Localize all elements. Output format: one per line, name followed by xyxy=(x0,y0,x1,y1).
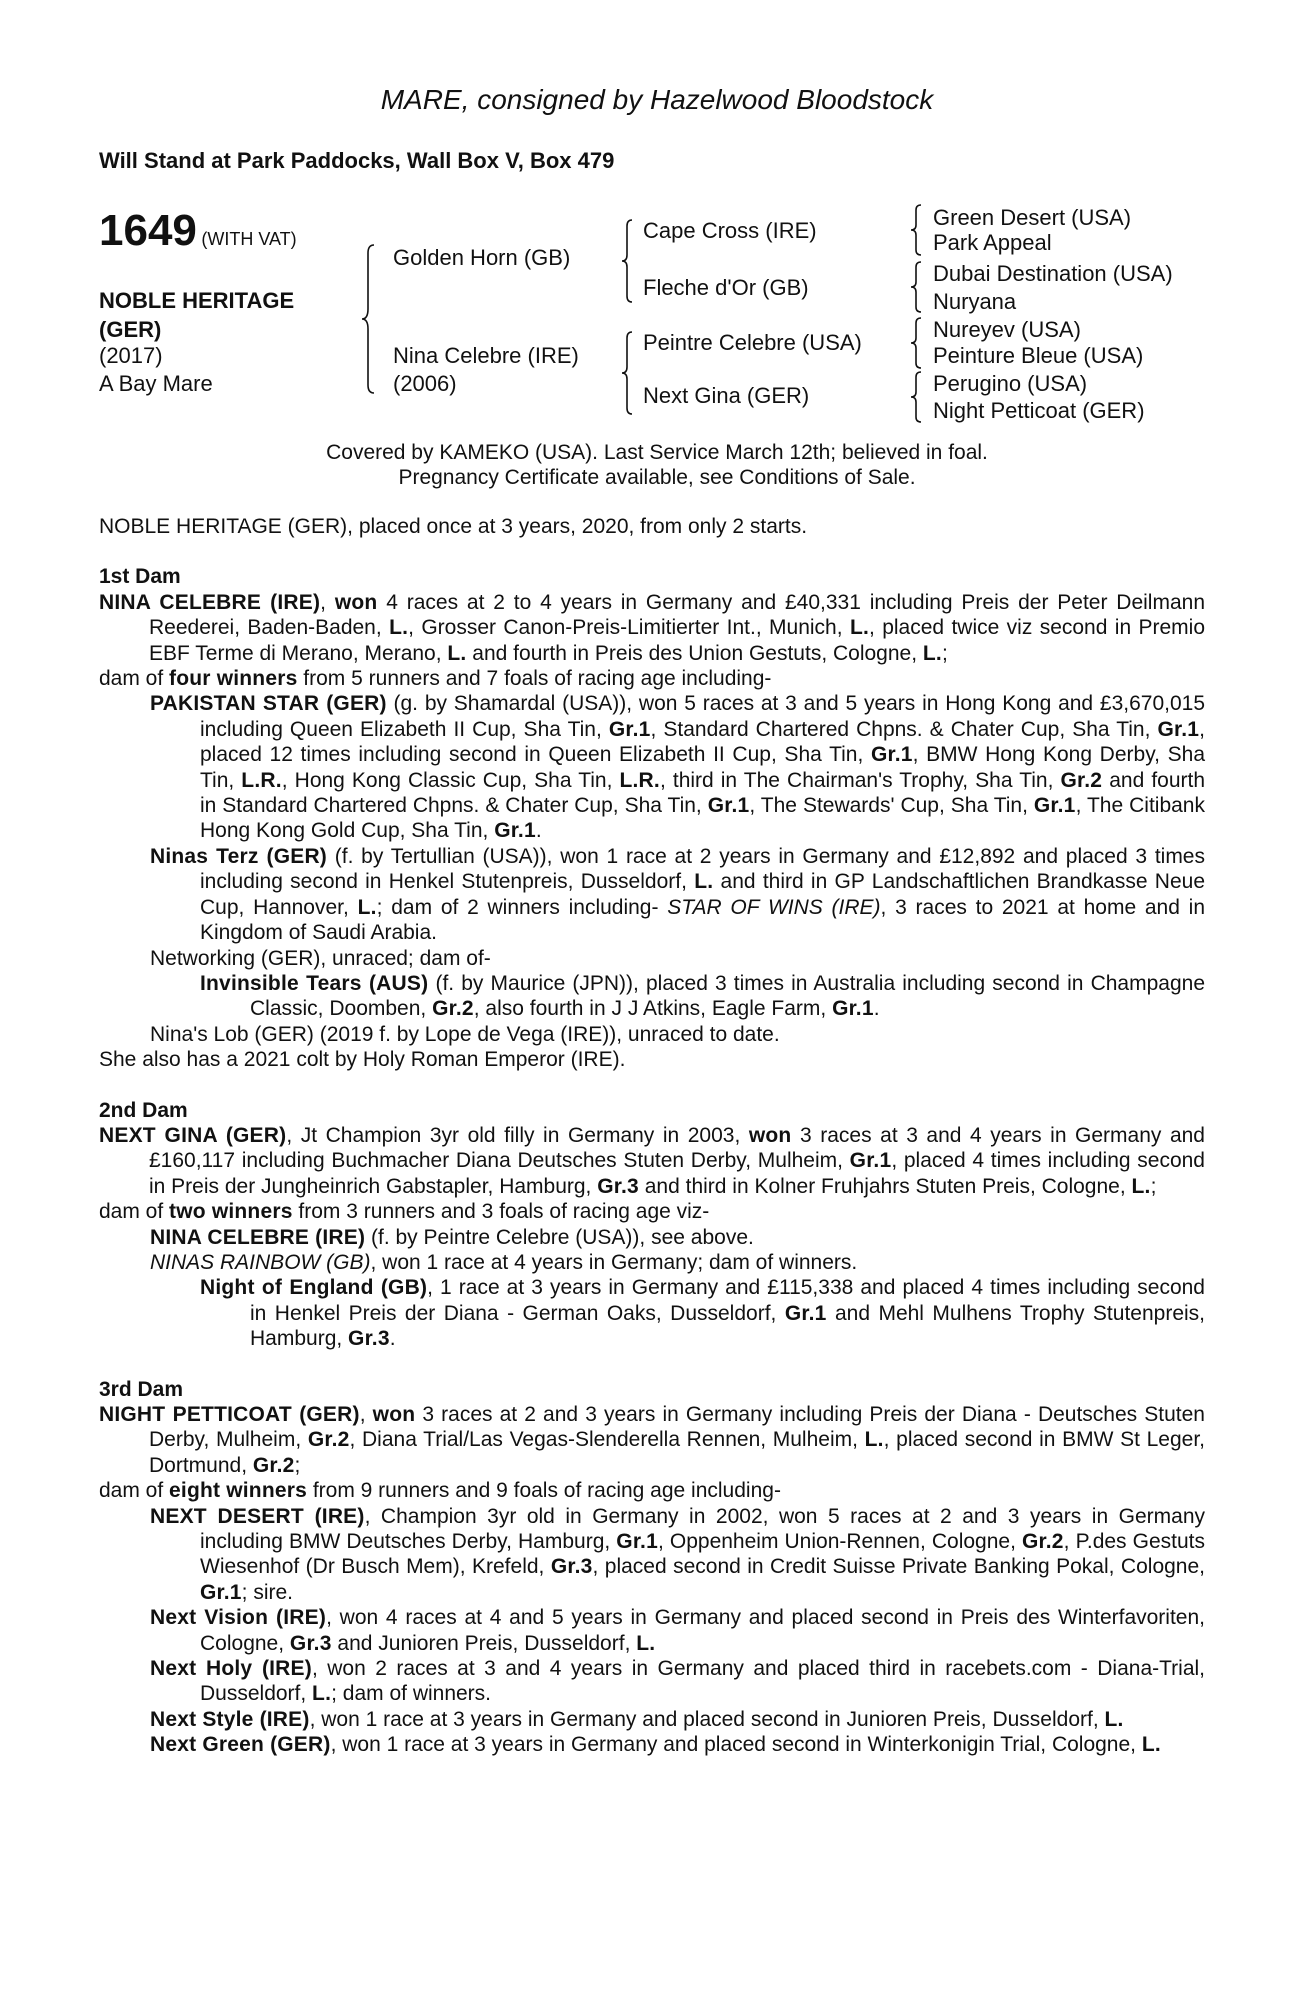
text: , Champion 3yr old in Germany in 2002, won 5 races at 2 and 3 years in Germany including BMW Deutsches Derby, Hamburg, xyxy=(200,1504,1206,1554)
text: , won 2 races at 3 and 4 years in Germany and placed third in racebets.com - Diana-Trial, Dusseldorf, xyxy=(200,1657,1205,1706)
text: (g. by Shamardal (USA)), won 5 races at 3 and 5 years in Hong Kong and £3,670,015 including Queen Elizabeth II Cup, Sha Tin, xyxy=(200,692,1206,741)
pedigree-paragraph xyxy=(150,691,1205,843)
pedigree-paragraph xyxy=(150,844,1205,946)
text: , won 1 race at 3 years in Germany and placed second in Winterkonigin Trial, Cologne, xyxy=(330,1733,1142,1757)
bold-text: NINA CELEBRE (IRE) xyxy=(150,1225,366,1249)
text: . xyxy=(873,997,880,1021)
pedigree-brace xyxy=(910,203,924,257)
pedigree-paragraph xyxy=(150,1605,1205,1656)
pedigree-brace xyxy=(910,316,924,370)
bold-text: L. xyxy=(1141,1733,1161,1757)
pedigree-paragraph xyxy=(150,1250,1205,1275)
pregnancy-line: Pregnancy Certificate available, see Conditions of Sale. xyxy=(398,466,916,489)
bold-text: Gr.3 xyxy=(550,1555,593,1579)
dam-sire: Peintre Celebre (USA) xyxy=(643,330,862,355)
bold-text: Gr.1 xyxy=(616,1530,658,1554)
bold-text: won xyxy=(748,1123,792,1147)
text: (f. by Peintre Celebre (USA)), see above. xyxy=(365,1225,754,1249)
text: , xyxy=(320,590,335,614)
sire-sire: Cape Cross (IRE) xyxy=(643,218,817,243)
text: , BMW Hong Kong Derby, Sha Tin, xyxy=(200,743,1206,792)
text: (f. by Tertullian (USA)), won 1 race at 2 years in Germany and £12,892 and placed 3 times including second in Henkel Stutenpreis, Dusseldorf, xyxy=(200,844,1205,894)
covering-line: Covered by KAMEKO (USA). Last Service March 12th; believed in foal. xyxy=(326,441,988,464)
pedigree-brace xyxy=(360,243,380,395)
dam-year: (2006) xyxy=(393,371,457,396)
text: , won 1 race at 4 years in Germany; dam of winners. xyxy=(370,1250,858,1274)
pedigree-paragraph xyxy=(99,1199,1205,1224)
horse-description: A Bay Mare xyxy=(99,371,213,396)
bold-text: Gr.2 xyxy=(1060,768,1103,792)
text: , placed 4 times including second in Preis der Jungheinrich Gabstapler, Hamburg, xyxy=(149,1149,1205,1198)
pedigree-paragraph xyxy=(200,1275,1205,1351)
text: , placed second in Credit Suisse Private Banking Pokal, Cologne, xyxy=(592,1555,1205,1579)
text: She also has a 2021 colt by Holy Roman Emperor (IRE). xyxy=(99,1048,626,1072)
gen3-ancestor: Dubai Destination (USA) xyxy=(933,261,1173,286)
text: from 9 runners and 9 foals of racing age including- xyxy=(307,1479,781,1503)
bold-text: Gr.1 xyxy=(707,794,750,818)
lot-number xyxy=(99,206,297,256)
text: , xyxy=(359,1403,373,1426)
text: , placed twice viz second in Premio EBF Terme di Merano, Merano, xyxy=(149,616,1206,665)
italic-text: NINAS RAINBOW (GB) xyxy=(150,1250,371,1274)
bold-text: Gr.1 xyxy=(1033,794,1076,818)
bold-text: Gr.1 xyxy=(608,717,651,741)
bold-text: NIGHT PETTICOAT (GER) xyxy=(99,1403,360,1426)
bold-text: Gr.3 xyxy=(597,1174,639,1198)
bold-text: Gr.1 xyxy=(849,1149,892,1173)
pedigree-paragraph xyxy=(150,1504,1205,1606)
text: , 1 race at 3 years in Germany and £115,338 and placed 4 times including second in Henkel Preis der Diana - German Oaks, Dusseldorf, xyxy=(250,1276,1205,1325)
bold-text: L. xyxy=(389,616,409,640)
text: , Diana Trial/Las Vegas-Slenderella Rennen, Mulheim, xyxy=(349,1428,865,1452)
text: Nina's Lob (GER) (2019 f. by Lope de Vega (IRE)), unraced to date. xyxy=(150,1022,780,1046)
text: Networking (GER), unraced; dam of- xyxy=(150,946,491,970)
text: ; dam of 2 winners including- xyxy=(376,895,668,919)
text: , 3 races to 2021 at home and in Kingdom of Saudi Arabia. xyxy=(200,895,1205,945)
text: , also fourth in J J Atkins, Eagle Farm, xyxy=(473,997,833,1021)
bold-text: won xyxy=(372,1403,416,1426)
bold-text: Next Holy (IRE) xyxy=(150,1657,312,1681)
pedigree-paragraph xyxy=(99,590,1205,666)
gen3-ancestor: Green Desert (USA) xyxy=(933,205,1132,230)
bold-text: Gr.1 xyxy=(870,743,913,767)
text: ; xyxy=(1150,1174,1157,1198)
dam: Nina Celebre (IRE) xyxy=(393,343,579,368)
bold-text: Invinsible Tears (AUS) xyxy=(200,971,429,995)
text: , P.des Gestuts Wiesenhof (Dr Busch Mem), Krefeld, xyxy=(200,1530,1205,1579)
bold-text: L. xyxy=(357,895,377,919)
bold-text: Gr.1 xyxy=(784,1301,827,1325)
text: 3 races at 3 and 4 years in Germany and £160,117 including Buchmacher Diana Deutsches Stuten Derby, Mulheim, xyxy=(149,1123,1205,1173)
text: , placed 12 times including second in Queen Elizabeth II Cup, Sha Tin, xyxy=(200,717,1205,767)
bold-text: Gr.1 xyxy=(832,997,874,1021)
horse-name: NOBLE HERITAGE xyxy=(99,288,295,313)
gen3-ancestor: Peinture Bleue (USA) xyxy=(933,343,1144,368)
bold-text: Gr.2 xyxy=(1021,1530,1064,1554)
text: , placed second in BMW St Leger, Dortmund, xyxy=(149,1428,1205,1477)
text: , third in The Chairman's Trophy, Sha Tin, xyxy=(659,768,1061,792)
bold-text: L. xyxy=(1131,1174,1151,1198)
text: , The Citibank Hong Kong Gold Cup, Sha Tin, xyxy=(200,794,1205,843)
pedigree-paragraph xyxy=(150,1707,1205,1732)
gen3-ancestor: Nuryana xyxy=(933,289,1017,314)
bold-text: L.R. xyxy=(619,768,660,792)
text: and Junioren Preis, Dusseldorf, xyxy=(331,1631,637,1655)
bold-text: Gr.2 xyxy=(432,997,474,1021)
catalogue-body xyxy=(99,514,1205,1758)
text: , won 4 races at 4 and 5 years in Germany and placed second in Preis des Winterfavoriten, Cologne, xyxy=(200,1606,1205,1655)
bold-text: NEXT GINA (GER) xyxy=(99,1123,287,1147)
text: from 5 runners and 7 foals of racing age including- xyxy=(297,667,772,691)
pedigree-paragraph xyxy=(99,666,1205,691)
text: , Standard Chartered Chpns. & Chater Cup, Sha Tin, xyxy=(650,717,1158,741)
bold-text: PAKISTAN STAR (GER) xyxy=(150,692,387,716)
text: ; sire. xyxy=(241,1580,294,1604)
bold-text: Gr.2 xyxy=(307,1428,350,1452)
text: and third in GP Landschaftlichen Brandkasse Neue Cup, Hannover, xyxy=(200,870,1206,919)
section-heading: 1st Dam xyxy=(99,565,181,589)
text: . xyxy=(535,819,542,843)
bold-text: Next Vision (IRE) xyxy=(150,1606,327,1630)
pedigree-paragraph xyxy=(99,1402,1205,1478)
pedigree-paragraph xyxy=(150,946,1205,971)
pedigree-paragraph xyxy=(150,1656,1205,1707)
bold-text: eight winners xyxy=(169,1479,307,1503)
bold-text: L. xyxy=(447,641,467,665)
bold-text: four winners xyxy=(169,667,298,691)
gen3-ancestor: Perugino (USA) xyxy=(933,371,1088,396)
sire: Golden Horn (GB) xyxy=(393,245,571,270)
text: (f. by Maurice (JPN)), placed 3 times in Australia including second in Champagne Classic, Doomben, xyxy=(250,971,1206,1021)
bold-text: Gr.3 xyxy=(289,1631,332,1655)
horse-country: (GER) xyxy=(99,317,162,342)
pedigree-paragraph xyxy=(150,1022,1205,1047)
pedigree-block xyxy=(0,0,1314,500)
pedigree-paragraph xyxy=(99,1123,1205,1199)
text: . xyxy=(389,1327,396,1351)
text: , Jt Champion 3yr old filly in Germany in 2003, xyxy=(286,1123,749,1147)
gen3-ancestor: Night Petticoat (GER) xyxy=(933,398,1145,423)
bold-text: Gr.1 xyxy=(494,819,536,843)
dam-dam: Next Gina (GER) xyxy=(643,383,810,408)
text: and third in Kolner Fruhjahrs Stuten Preis, Cologne, xyxy=(638,1174,1132,1198)
bold-text: won xyxy=(334,590,378,614)
text: and fourth in Standard Chartered Chpns. & Chater Cup, Sha Tin, xyxy=(200,768,1206,818)
bold-text: L. xyxy=(922,641,942,665)
bold-text: Gr.3 xyxy=(348,1327,390,1351)
text: ; xyxy=(941,641,948,665)
bold-text: L.R. xyxy=(241,768,282,792)
section-heading: 2nd Dam xyxy=(99,1098,188,1122)
section-heading: 3rd Dam xyxy=(99,1377,184,1401)
pedigree-brace xyxy=(620,330,636,416)
gen3-ancestor: Nureyev (USA) xyxy=(933,317,1081,342)
bold-text: L. xyxy=(694,870,714,894)
text: , won 1 race at 3 years in Germany and placed second in Junioren Preis, Dusseldorf, xyxy=(309,1707,1105,1731)
text: NOBLE HERITAGE (GER), placed once at 3 years, 2020, from only 2 starts. xyxy=(99,515,808,538)
text: 3 races at 2 and 3 years in Germany including Preis der Diana - Deutsches Stuten Derby, Mulheim, xyxy=(149,1403,1205,1452)
gen3-ancestor: Park Appeal xyxy=(933,230,1052,255)
pedigree-paragraph xyxy=(150,1225,1205,1250)
text: , Hong Kong Classic Cup, Sha Tin, xyxy=(281,768,620,792)
pedigree-brace xyxy=(910,370,924,424)
pedigree-paragraph xyxy=(150,1732,1205,1757)
pedigree-brace xyxy=(910,260,924,314)
bold-text: two winners xyxy=(169,1200,293,1224)
pedigree-brace xyxy=(620,218,636,304)
text: from 3 runners and 3 foals of racing age viz- xyxy=(292,1200,710,1224)
bold-text: Next Green (GER) xyxy=(150,1733,331,1757)
text: , Oppenheim Union-Rennen, Cologne, xyxy=(657,1530,1022,1554)
bold-text: L. xyxy=(312,1682,332,1706)
bold-text: Ninas Terz (GER) xyxy=(150,844,327,868)
text: , The Stewards' Cup, Sha Tin, xyxy=(749,794,1034,818)
text: and fourth in Preis des Union Gestuts, Cologne, xyxy=(466,641,923,665)
stand-location: Will Stand at Park Paddocks, Wall Box V, Box 479 xyxy=(99,148,615,173)
italic-text: STAR OF WINS (IRE) xyxy=(667,895,881,919)
bold-text: L. xyxy=(849,616,869,640)
bold-text: NEXT DESERT (IRE) xyxy=(150,1504,365,1528)
pedigree-paragraph xyxy=(99,1478,1205,1503)
bold-text: L. xyxy=(1104,1707,1124,1731)
text: ; xyxy=(294,1453,301,1477)
covering-note xyxy=(0,440,1314,490)
bold-text: NINA CELEBRE (IRE) xyxy=(99,590,321,614)
lot-number-value: 1649 xyxy=(99,206,197,255)
bold-text: L. xyxy=(636,1631,656,1655)
bold-text: L. xyxy=(864,1428,884,1452)
bold-text: Night of England (GB) xyxy=(200,1276,428,1300)
pedigree-paragraph xyxy=(99,1047,1205,1072)
text: ; dam of winners. xyxy=(331,1682,492,1706)
bold-text: Gr.1 xyxy=(1157,717,1200,741)
sire-dam: Fleche d'Or (GB) xyxy=(643,275,809,300)
text: dam of xyxy=(99,667,170,691)
page-title: MARE, consigned by Hazelwood Bloodstock xyxy=(380,84,934,115)
horse-year: (2017) xyxy=(99,343,163,368)
text: 4 races at 2 to 4 years in Germany and £40,331 including Preis der Peter Deilmann Reederei, Baden-Baden, xyxy=(149,590,1205,640)
text: , Grosser Canon-Preis-Limitierter Int., Munich, xyxy=(408,616,850,640)
text: and Mehl Mulhens Trophy Stutenpreis, Hamburg, xyxy=(250,1301,1205,1351)
bold-text: Gr.2 xyxy=(252,1453,295,1477)
bold-text: Gr.1 xyxy=(200,1580,242,1604)
vat-note: (WITH VAT) xyxy=(201,229,297,249)
bold-text: Next Style (IRE) xyxy=(150,1707,310,1731)
text: dam of xyxy=(99,1479,170,1503)
text: dam of xyxy=(99,1200,170,1224)
pedigree-paragraph xyxy=(200,971,1205,1022)
summary-paragraph xyxy=(99,514,1205,539)
